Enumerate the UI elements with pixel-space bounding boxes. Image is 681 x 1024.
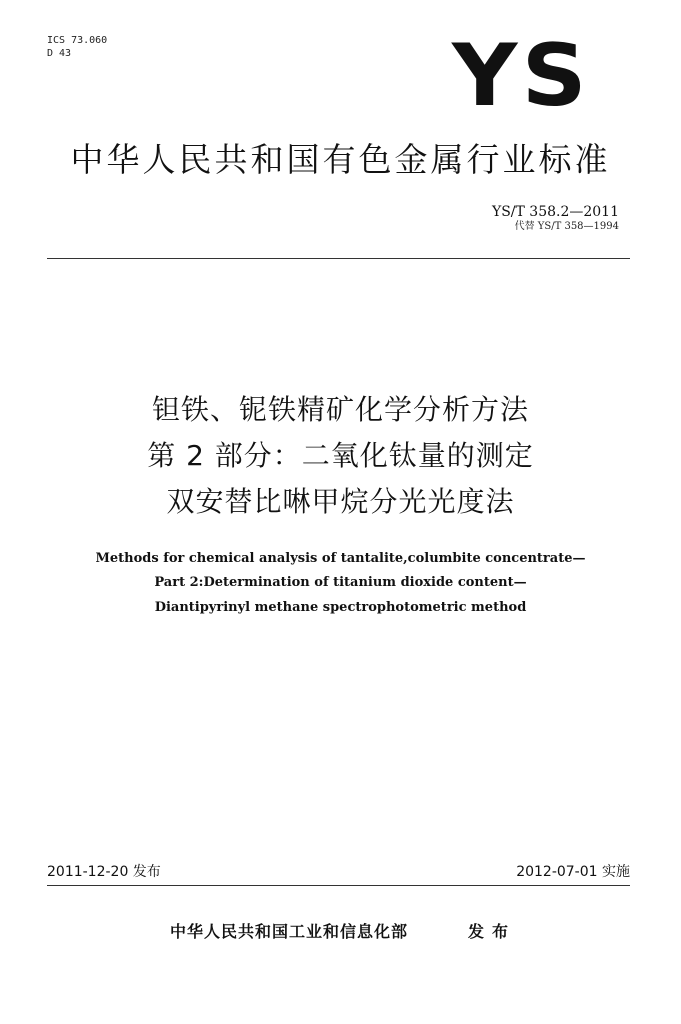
issue-date: 2011-12-20 发布 xyxy=(47,864,161,880)
title-en-line-1: Methods for chemical analysis of tantalite,columbite concentrate— xyxy=(95,551,586,566)
title-cn-line-2: 第 2 部分：二氧化钛量的测定 xyxy=(147,439,534,472)
organization-title: 中华人民共和国有色金属行业标准 xyxy=(70,140,611,179)
title-en-line-2: Part 2:Determination of titanium dioxide content— xyxy=(154,575,527,590)
title-cn-line-3: 双安替比啉甲烷分光光度法 xyxy=(166,485,515,518)
publisher-name: 中华人民共和国工业和信息化部 xyxy=(170,922,409,941)
ccs-code: D 43 xyxy=(47,48,72,59)
title-en-line-3: Diantipyrinyl methane spectrophotometric method xyxy=(154,600,527,615)
replaces-standard: 代替 YS/T 358—1994 xyxy=(514,221,619,232)
footer-divider xyxy=(47,885,630,886)
implementation-date: 2012-07-01 实施 xyxy=(516,864,630,880)
publish-label: 发布 xyxy=(468,922,517,941)
standard-number: YS/T 358.2—2011 xyxy=(491,204,619,220)
classification-codes xyxy=(47,34,107,60)
header-divider xyxy=(47,258,630,259)
title-cn-line-1: 钽铁、铌铁精矿化学分析方法 xyxy=(151,393,529,426)
ics-code: ICS 73.060 xyxy=(47,35,108,46)
ys-logo: YS xyxy=(452,26,591,126)
